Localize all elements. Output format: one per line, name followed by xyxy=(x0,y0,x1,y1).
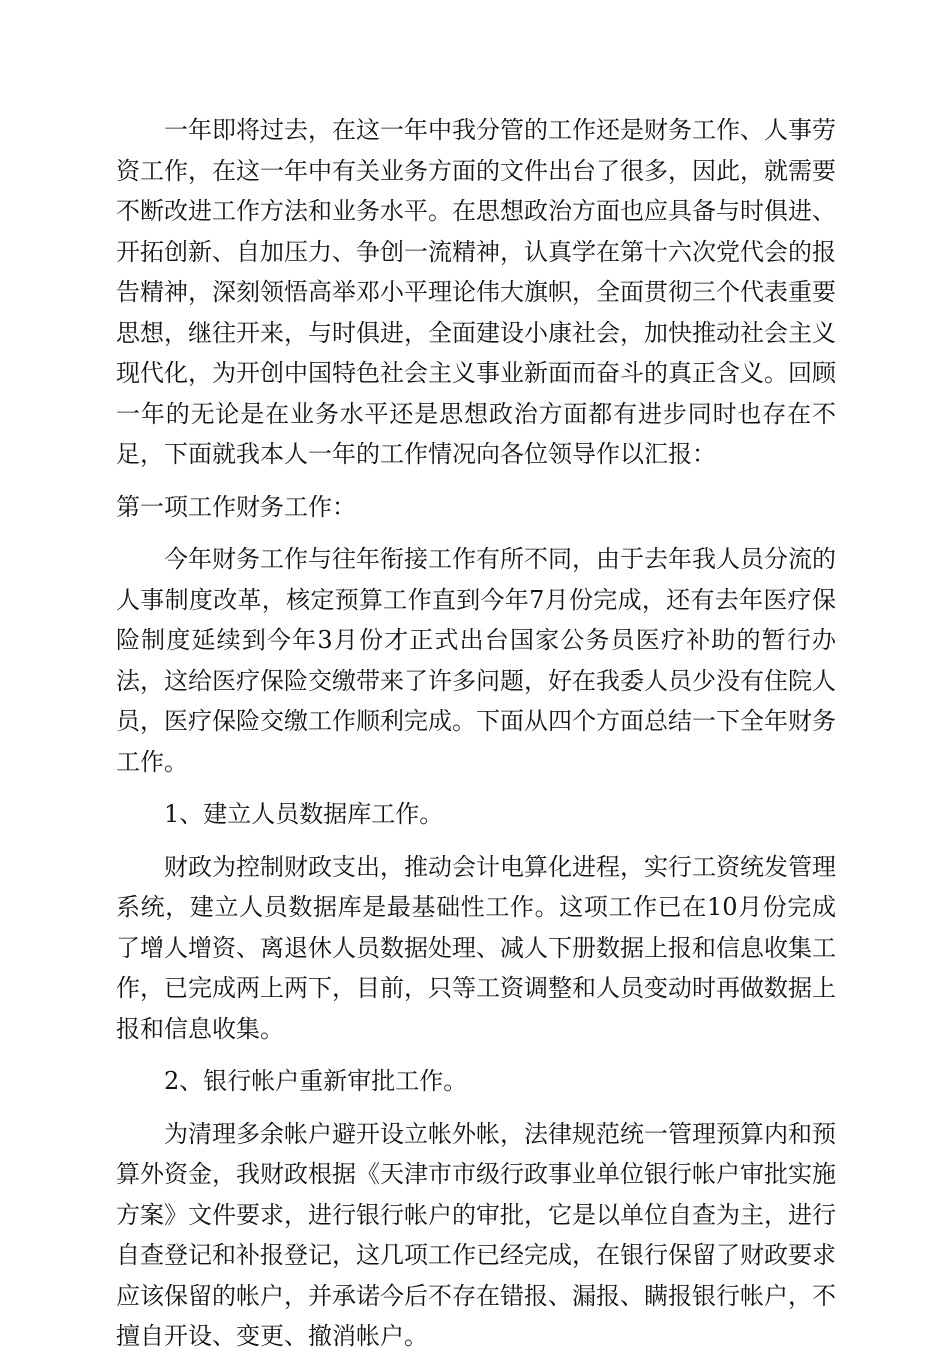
section-heading-finance: 第一项工作财务工作： xyxy=(116,492,356,521)
subheading-database: 1、建立人员数据库工作。 xyxy=(164,800,444,828)
finance-paragraph: 今年财务工作与往年衔接工作有所不同，由于去年我人员分流的人事制度改革，核定预算工作直到今年7月份完成，还有去年医疗保险制度延续到今年3月份才正式出台国家公务员医疗补助的暂行办法，这给医疗保险交缴带来了许多问题，好在我委人员少没有住院人员，医疗保险交缴工作顺利完成。下面从四个方面总结一下全年财务工作。 xyxy=(116,545,836,776)
intro-paragraph: 一年即将过去，在这一年中我分管的工作还是财务工作、人事劳资工作，在这一年中有关业务方面的文件出台了很多，因此，就需要不断改进工作方法和业务水平。在思想政治方面也应具备与时俱进、开拓创新、自加压力、争创一流精神，认真学在第十六次党代会的报告精神，深刻领悟高举邓小平理论伟大旗帜，全面贯彻三个代表重要思想，继往开来，与时俱进，全面建设小康社会，加快推动社会主义现代化，为开创中国特色社会主义事业新面而奋斗的真正含义。回顾一年的无论是在业务水平还是思想政治方面都有进步同时也存在不足，下面就我本人一年的工作情况向各位领导作以汇报： xyxy=(116,116,836,468)
document-body xyxy=(116,110,836,1357)
database-paragraph: 财政为控制财政支出，推动会计电算化进程，实行工资统发管理系统，建立人员数据库是最基础性工作。这项工作已在10月份完成了增人增资、离退休人员数据处理、减人下册数据上报和信息收集工作，已完成两上两下，目前，只等工资调整和人员变动时再做数据上报和信息收集。 xyxy=(116,852,836,1043)
bank-accounts-paragraph: 为清理多余帐户避开设立帐外帐，法律规范统一管理预算内和预算外资金，我财政根据《天津市市级行政事业单位银行帐户审批实施方案》文件要求，进行银行帐户的审批，它是以单位自查为主，进行自查登记和补报登记，这几项工作已经完成，在银行保留了财政要求应该保留的帐户，并承诺今后不存在错报、漏报、瞒报银行帐户，不擅自开设、变更、撤消帐户。 xyxy=(116,1119,836,1350)
subheading-bank-accounts: 2、银行帐户重新审批工作。 xyxy=(164,1067,468,1095)
